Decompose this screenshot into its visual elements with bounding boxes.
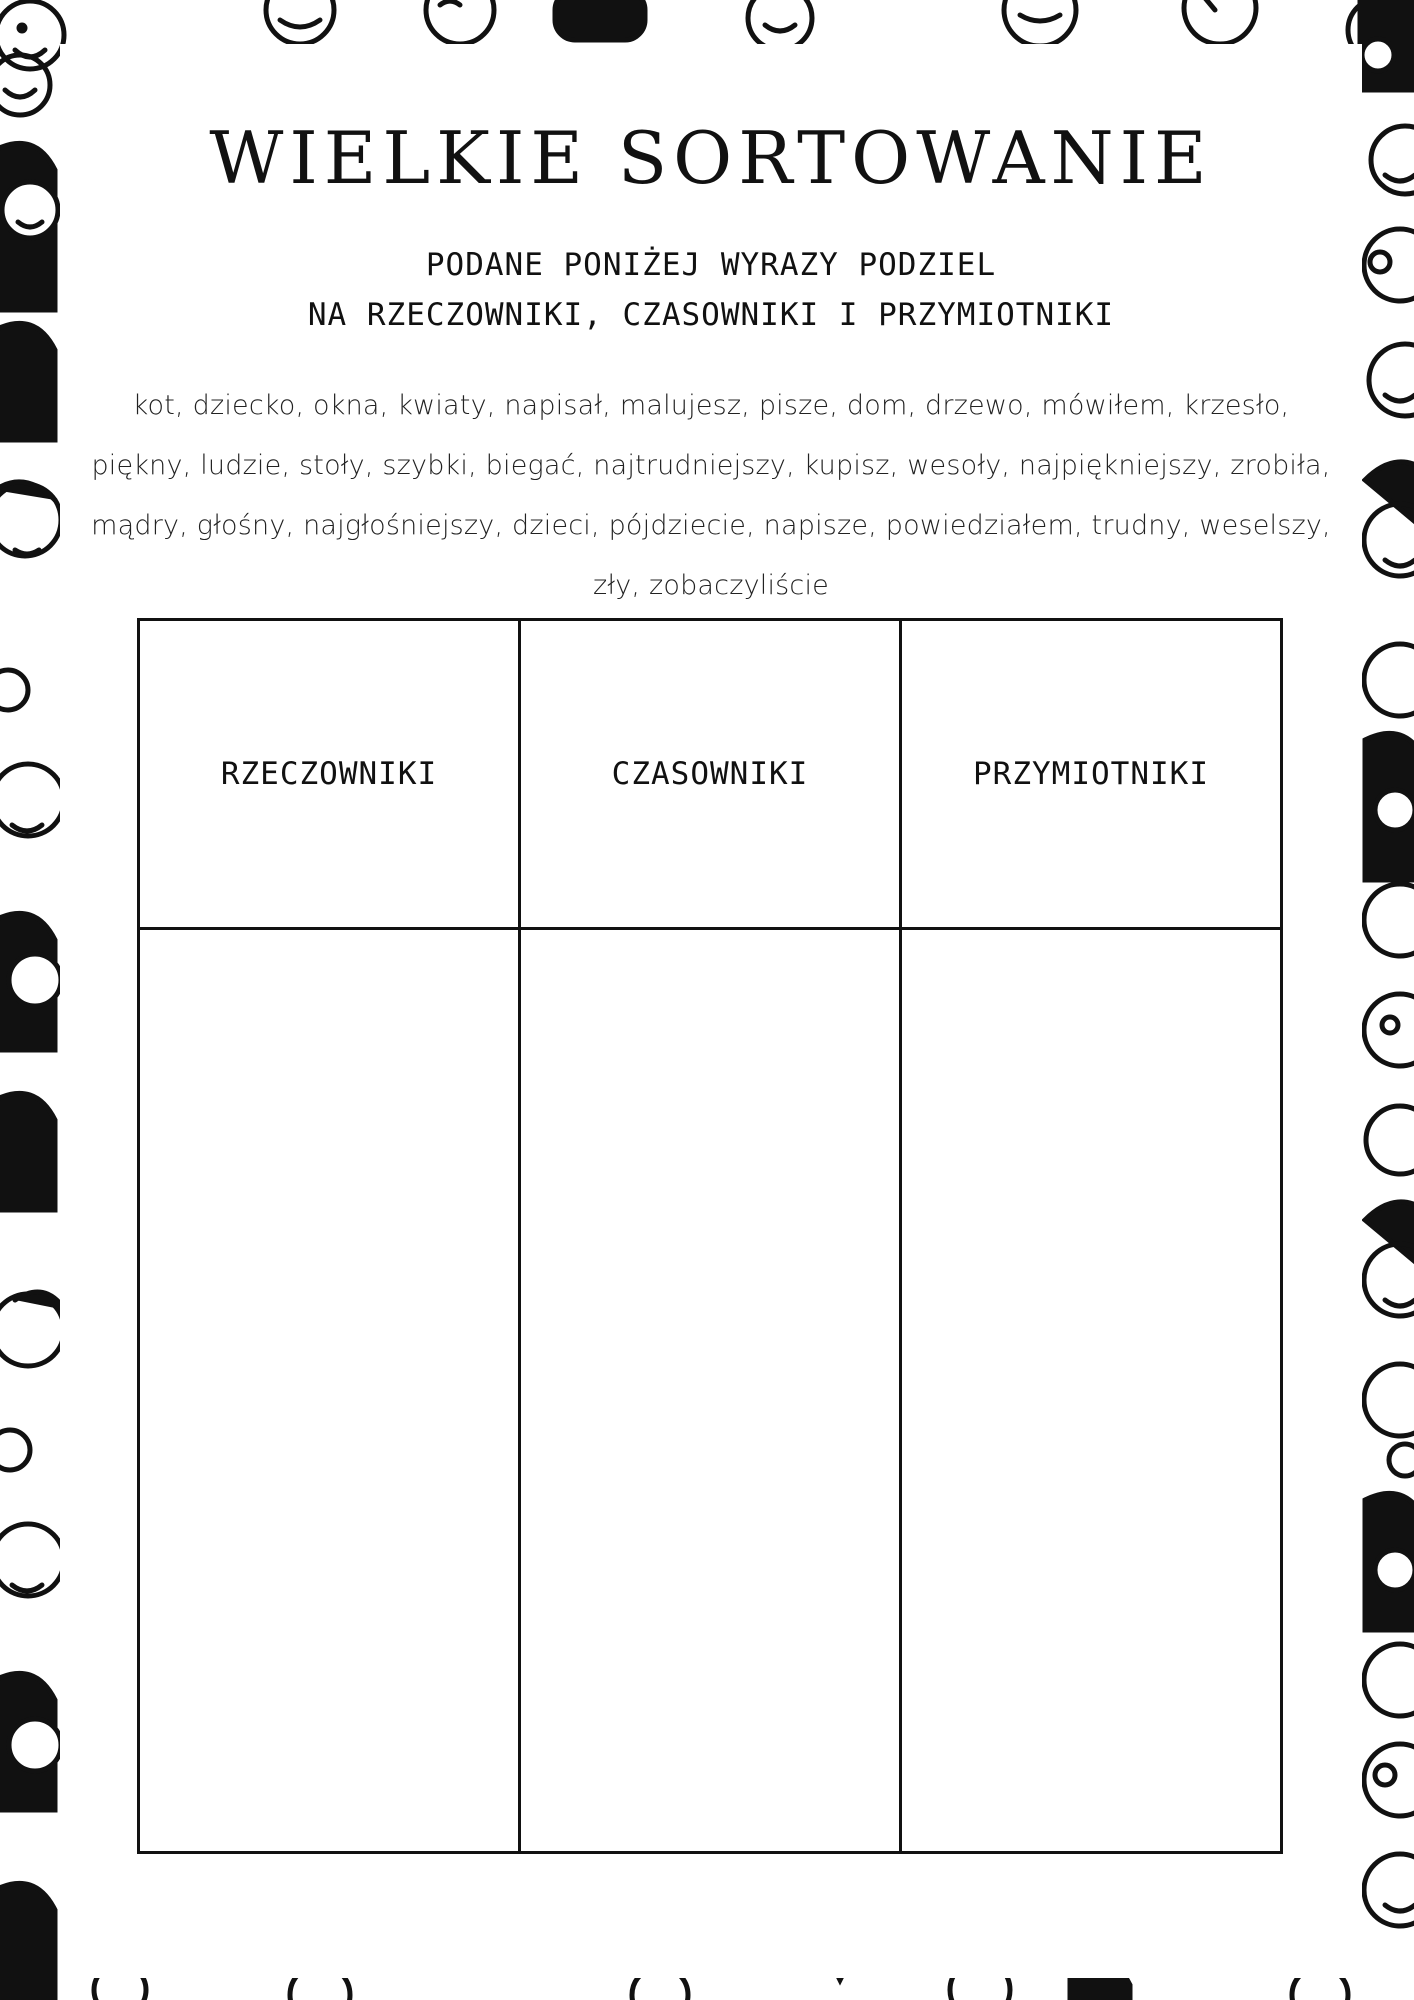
- worksheet-title: WIELKIE SORTOWANIE: [209, 116, 1213, 200]
- word-bank: kot, dziecko, okna, kwiaty, napisał, malujesz, pisze, dom, drzewo, mówiłem, krzesło, piękny, ludzie, stoły, szybki, biegać, najtrudniejszy, kupisz, wesoły, najpiękniejszy, zrobiła, mądry, głośny, najgłośniejszy, dzieci, pójdziecie, napisze, powiedziałem, trudny, weselszy, zły, zobaczyliście: [91, 390, 1331, 601]
- face-doodle-icon: [0, 55, 65, 2000]
- instruction-line-2: NA RZECZOWNIKI, CZASOWNIKI I PRZYMIOTNIKI: [307, 297, 1115, 333]
- header-przymiotniki: PRZYMIOTNIKI: [901, 620, 1282, 929]
- table-header-row: [139, 620, 1282, 929]
- instruction-text: [60, 240, 1362, 340]
- instruction-line-1: PODANE PONIŻEJ WYRAZY PODZIEL: [425, 247, 997, 283]
- sorting-table: [137, 618, 1283, 1854]
- table-answer-row: [139, 929, 1282, 1853]
- face-doodle-icon: [1360, 0, 1414, 1926]
- answer-cell-przymiotniki[interactable]: [901, 929, 1282, 1853]
- answer-cell-czasowniki[interactable]: [520, 929, 901, 1853]
- header-czasowniki: CZASOWNIKI: [520, 620, 901, 929]
- header-rzeczowniki: RZECZOWNIKI: [139, 620, 520, 929]
- answer-cell-rzeczowniki[interactable]: [139, 929, 520, 1853]
- worksheet-sheet: [60, 44, 1362, 1978]
